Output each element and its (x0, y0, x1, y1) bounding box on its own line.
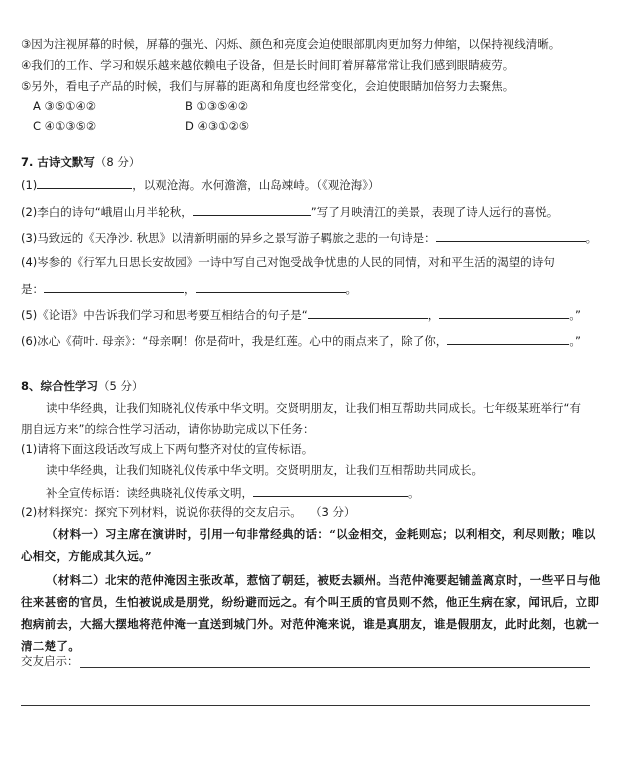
q8-part-1: (1)请将下面这段话改写成上下两句整齐对仗的宣传标语。 (21, 442, 314, 456)
material-2-line-3: 抱病前去，大摇大摆地将范仲淹一直送到城门外。对范仲淹来说，谁是真朋友，谁是假朋友，此时此刻，也就一 (21, 617, 600, 631)
material-2-line-2: 往来甚密的官员，生怕被说成是朋党，纷纷避而远之。有个叫王质的官员则不然，他正生病在家，闻讯后，立即 (21, 595, 600, 609)
q7-line-2 (21, 204, 558, 220)
q7-5a-blank[interactable] (308, 307, 428, 319)
q7-6-blank[interactable] (447, 333, 569, 345)
q7-4b-blank[interactable] (196, 281, 346, 293)
q7-title: 7. 古诗文默写 (21, 155, 95, 169)
q7-line-4b (21, 281, 357, 297)
q6-option-d: D ④③①②⑤ (185, 119, 250, 133)
q7-l5-text: (5)《论语》中告诉我们学习和思考要互相结合的句子是“ (21, 308, 308, 322)
q7-4a-blank[interactable] (44, 281, 184, 293)
q8-p2-score: （3 分） (315, 505, 356, 519)
q8-intro-1: 读中华经典，让我们知晓礼仪传承中华文明。交贤明朋友，让我们相互帮助共同成长。七年级某班举行“有 (46, 401, 581, 415)
q7-heading (21, 156, 140, 170)
q6-item-3: ③因为注视屏幕的时候，屏幕的强光、闪烁、颜色和亮度会迫使眼部肌肉更加努力伸缩，以保持视线清晰。 (21, 37, 561, 51)
friendship-insight-label: 交友启示： (21, 654, 79, 668)
q7-5b-blank[interactable] (439, 307, 569, 319)
q7-2-blank[interactable] (193, 204, 311, 216)
q8-part-2 (21, 506, 356, 520)
q7-l1-num: (1) (21, 178, 38, 192)
q7-line-1 (21, 177, 380, 193)
q6-item-4: ④我们的工作、学习和娱乐越来越依赖电子设备，但是长时间盯着屏幕常常让我们感到眼睛疲劳。 (21, 58, 515, 72)
q6-option-c: C ④①③⑤② (33, 119, 97, 133)
q6-option-b: B ①③⑤④② (185, 99, 249, 113)
q6-option-a: A ③⑤①④② (33, 99, 97, 113)
q7-l3-text: (3)马致远的《天净沙. 秋思》以清新明丽的异乡之景写游子羁旅之悲的一句诗是： (21, 231, 436, 245)
material-1-line-1: （材料一）习主席在演讲时，引用一句非常经典的话：“以金相交，金耗则忘；以利相交，利尽则散；唯以 (46, 527, 596, 541)
answer-line-1[interactable] (80, 667, 590, 668)
material-1-line-2: 心相交，方能成其久远。” (21, 549, 152, 563)
q7-l5-end: 。” (569, 308, 581, 322)
q8-part-1-fill (46, 485, 420, 501)
q7-1-blank[interactable] (37, 177, 132, 189)
q8-fill-end: 。 (408, 486, 420, 500)
q7-3-blank[interactable] (436, 230, 586, 242)
q6-item-5: ⑤另外，看电子产品的时候，我们与屏幕的距离和角度也经常变化，会迫使眼睛加倍努力去聚焦。 (21, 79, 515, 93)
q8-heading (21, 380, 144, 394)
answer-line-2[interactable] (21, 705, 590, 706)
q7-l4-prefix: 是： (21, 282, 44, 296)
q8-fill-prefix: 补全宣传标语：读经典晓礼仪传承文明， (46, 486, 253, 500)
q8-title: 8、综合性学习 (21, 379, 99, 393)
q7-line-5 (21, 307, 581, 323)
q7-line-4: (4)岑参的《行军九日思长安故园》一诗中写自己对饱受战争忧患的人民的同情，对和平生活的渴望的诗句 (21, 255, 555, 269)
q7-l2-text: (2)李白的诗句“峨眉山月半轮秋， (21, 205, 193, 219)
q7-l4-end: 。 (345, 282, 357, 296)
q7-l4-comma: ， (184, 282, 196, 296)
q8-p2-text: (2)材料探究：探究下列材料，说说你获得的交友启示。 (21, 505, 302, 519)
q8-intro-2: 朋自远方来”的综合性学习活动，请你协助完成以下任务： (21, 422, 315, 436)
q7-l6-text: (6)冰心《荷叶. 母亲》：“母亲啊！你是荷叶，我是红莲。心中的雨点来了，除了你， (21, 334, 448, 348)
material-2-line-4: 清二楚了。 (21, 639, 80, 653)
q8-score: （5 分） (98, 379, 144, 393)
q7-line-6 (21, 333, 581, 349)
q7-line-3 (21, 230, 597, 246)
q7-l6-end: 。” (569, 334, 582, 348)
q7-score: （8 分） (94, 155, 141, 169)
q8-part-1-text: 读中华经典，让我们知晓礼仪传承中华文明。交贤明朋友，让我们互相帮助共同成长。 (46, 463, 483, 477)
q7-l2-text2: ”写了月映清江的美景，表现了诗人远行的喜悦。 (310, 205, 559, 219)
q7-l1-text: ，以观沧海。水何澹澹，山岛竦峙。（《观沧海》） (132, 178, 380, 192)
material-2-line-1: （材料二）北宋的范仲淹因主张改革，惹恼了朝廷，被贬去颍州。当范仲淹要起铺盖离京时，一些平日与他 (46, 573, 601, 587)
q8-slogan-blank[interactable] (253, 485, 408, 497)
q7-l3-end: 。 (585, 231, 598, 245)
q7-l5-comma: ， (427, 308, 440, 322)
